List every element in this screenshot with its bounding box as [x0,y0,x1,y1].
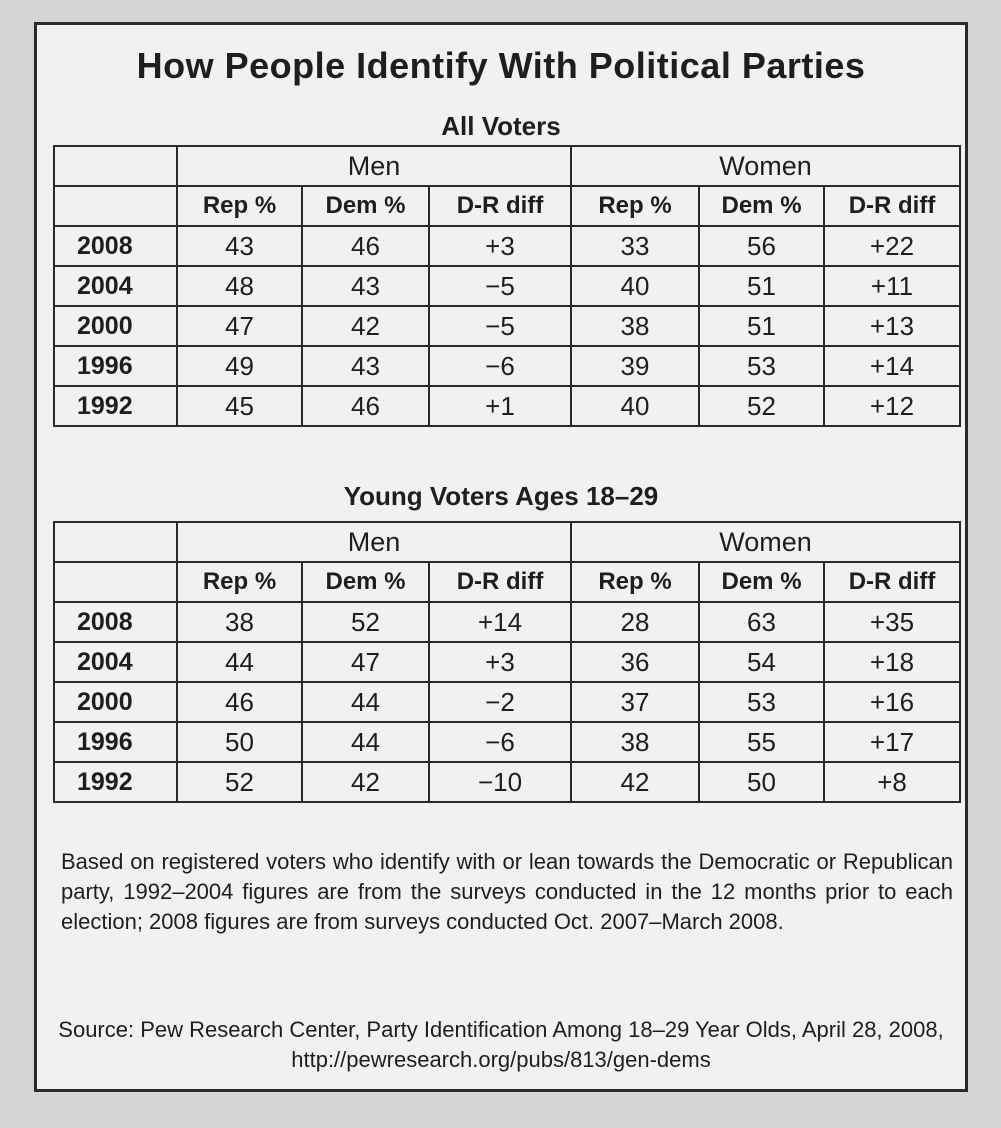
value-cell: +3 [429,642,571,682]
value-cell: 42 [302,762,429,802]
column-header: Rep % [571,562,699,602]
column-header: Rep % [571,186,699,226]
value-cell: 54 [699,642,824,682]
value-cell: 51 [699,306,824,346]
value-cell: +12 [824,386,960,426]
value-cell: 43 [177,226,302,266]
value-cell: 53 [699,346,824,386]
column-header: D-R diff [429,562,571,602]
value-cell: 44 [302,722,429,762]
year-cell: 1992 [54,386,177,426]
value-cell: +18 [824,642,960,682]
group-header-row [54,146,960,186]
young-voters-table [53,521,961,803]
year-cell: 1996 [54,722,177,762]
column-header: D-R diff [824,186,960,226]
table-row [54,762,960,802]
value-cell: 52 [302,602,429,642]
value-cell: −5 [429,306,571,346]
value-cell: 49 [177,346,302,386]
column-header: Rep % [177,562,302,602]
source-citation: Source: Pew Research Center, Party Identification Among 18–29 Year Olds, April 28, 2008, http://pewresearch.org/pubs/813/gen-dems [58,1017,944,1072]
value-cell: 46 [302,386,429,426]
value-cell: 53 [699,682,824,722]
value-cell: 40 [571,266,699,306]
young-voters-caption: Young Voters Ages 18–29 [343,481,659,511]
year-cell: 2004 [54,266,177,306]
value-cell: +11 [824,266,960,306]
value-cell: −5 [429,266,571,306]
value-cell: 46 [177,682,302,722]
year-cell: 2008 [54,602,177,642]
value-cell: 52 [177,762,302,802]
column-header-row [54,562,960,602]
value-cell: 45 [177,386,302,426]
value-cell: 55 [699,722,824,762]
group-header-0: Men [177,522,571,562]
value-cell: 47 [177,306,302,346]
value-cell: +14 [824,346,960,386]
corner-cell [54,522,177,562]
value-cell: +35 [824,602,960,642]
year-cell: 2004 [54,642,177,682]
value-cell: 38 [571,722,699,762]
table-row [54,682,960,722]
value-cell: 42 [302,306,429,346]
value-cell: 50 [177,722,302,762]
value-cell: 38 [571,306,699,346]
year-cell: 1996 [54,346,177,386]
value-cell: 56 [699,226,824,266]
all-voters-table [53,145,961,427]
table-row [54,642,960,682]
value-cell: 63 [699,602,824,642]
value-cell: +22 [824,226,960,266]
value-cell: +13 [824,306,960,346]
column-header: D-R diff [429,186,571,226]
table-row [54,346,960,386]
value-cell: +17 [824,722,960,762]
value-cell: 48 [177,266,302,306]
corner-cell [54,146,177,186]
table-row [54,306,960,346]
column-header: D-R diff [824,562,960,602]
value-cell: 40 [571,386,699,426]
methodology-note: Based on registered voters who identify with or lean towards the Democratic or Republican party, 1992–2004 figures are from the surveys conducted in the 12 months prior to each election; 2008 figures are from surveys conducted Oct. 2007–March 2008. [61,849,953,934]
value-cell: −2 [429,682,571,722]
group-header-0: Men [177,146,571,186]
value-cell: −10 [429,762,571,802]
all-voters-caption: All Voters [441,111,561,141]
value-cell: 46 [302,226,429,266]
column-header: Dem % [699,186,824,226]
value-cell: 37 [571,682,699,722]
year-cell: 2000 [54,682,177,722]
corner-cell [54,186,177,226]
value-cell: +1 [429,386,571,426]
corner-cell [54,562,177,602]
column-header: Dem % [302,186,429,226]
value-cell: +16 [824,682,960,722]
value-cell: 47 [302,642,429,682]
value-cell: 43 [302,266,429,306]
year-cell: 2008 [54,226,177,266]
value-cell: 50 [699,762,824,802]
value-cell: 39 [571,346,699,386]
value-cell: +8 [824,762,960,802]
value-cell: 33 [571,226,699,266]
year-cell: 2000 [54,306,177,346]
value-cell: −6 [429,346,571,386]
group-header-1: Women [571,146,960,186]
column-header: Rep % [177,186,302,226]
value-cell: 42 [571,762,699,802]
value-cell: 43 [302,346,429,386]
value-cell: +14 [429,602,571,642]
value-cell: 28 [571,602,699,642]
group-header-row [54,522,960,562]
column-header: Dem % [699,562,824,602]
table-row [54,226,960,266]
table-row [54,722,960,762]
document-frame [34,22,968,1092]
value-cell: 51 [699,266,824,306]
value-cell: 44 [177,642,302,682]
value-cell: 44 [302,682,429,722]
table-row [54,266,960,306]
column-header: Dem % [302,562,429,602]
value-cell: 38 [177,602,302,642]
group-header-1: Women [571,522,960,562]
column-header-row [54,186,960,226]
page-title: How People Identify With Political Parties [136,45,866,86]
value-cell: +3 [429,226,571,266]
table-row [54,386,960,426]
table-row [54,602,960,642]
value-cell: −6 [429,722,571,762]
value-cell: 52 [699,386,824,426]
year-cell: 1992 [54,762,177,802]
value-cell: 36 [571,642,699,682]
